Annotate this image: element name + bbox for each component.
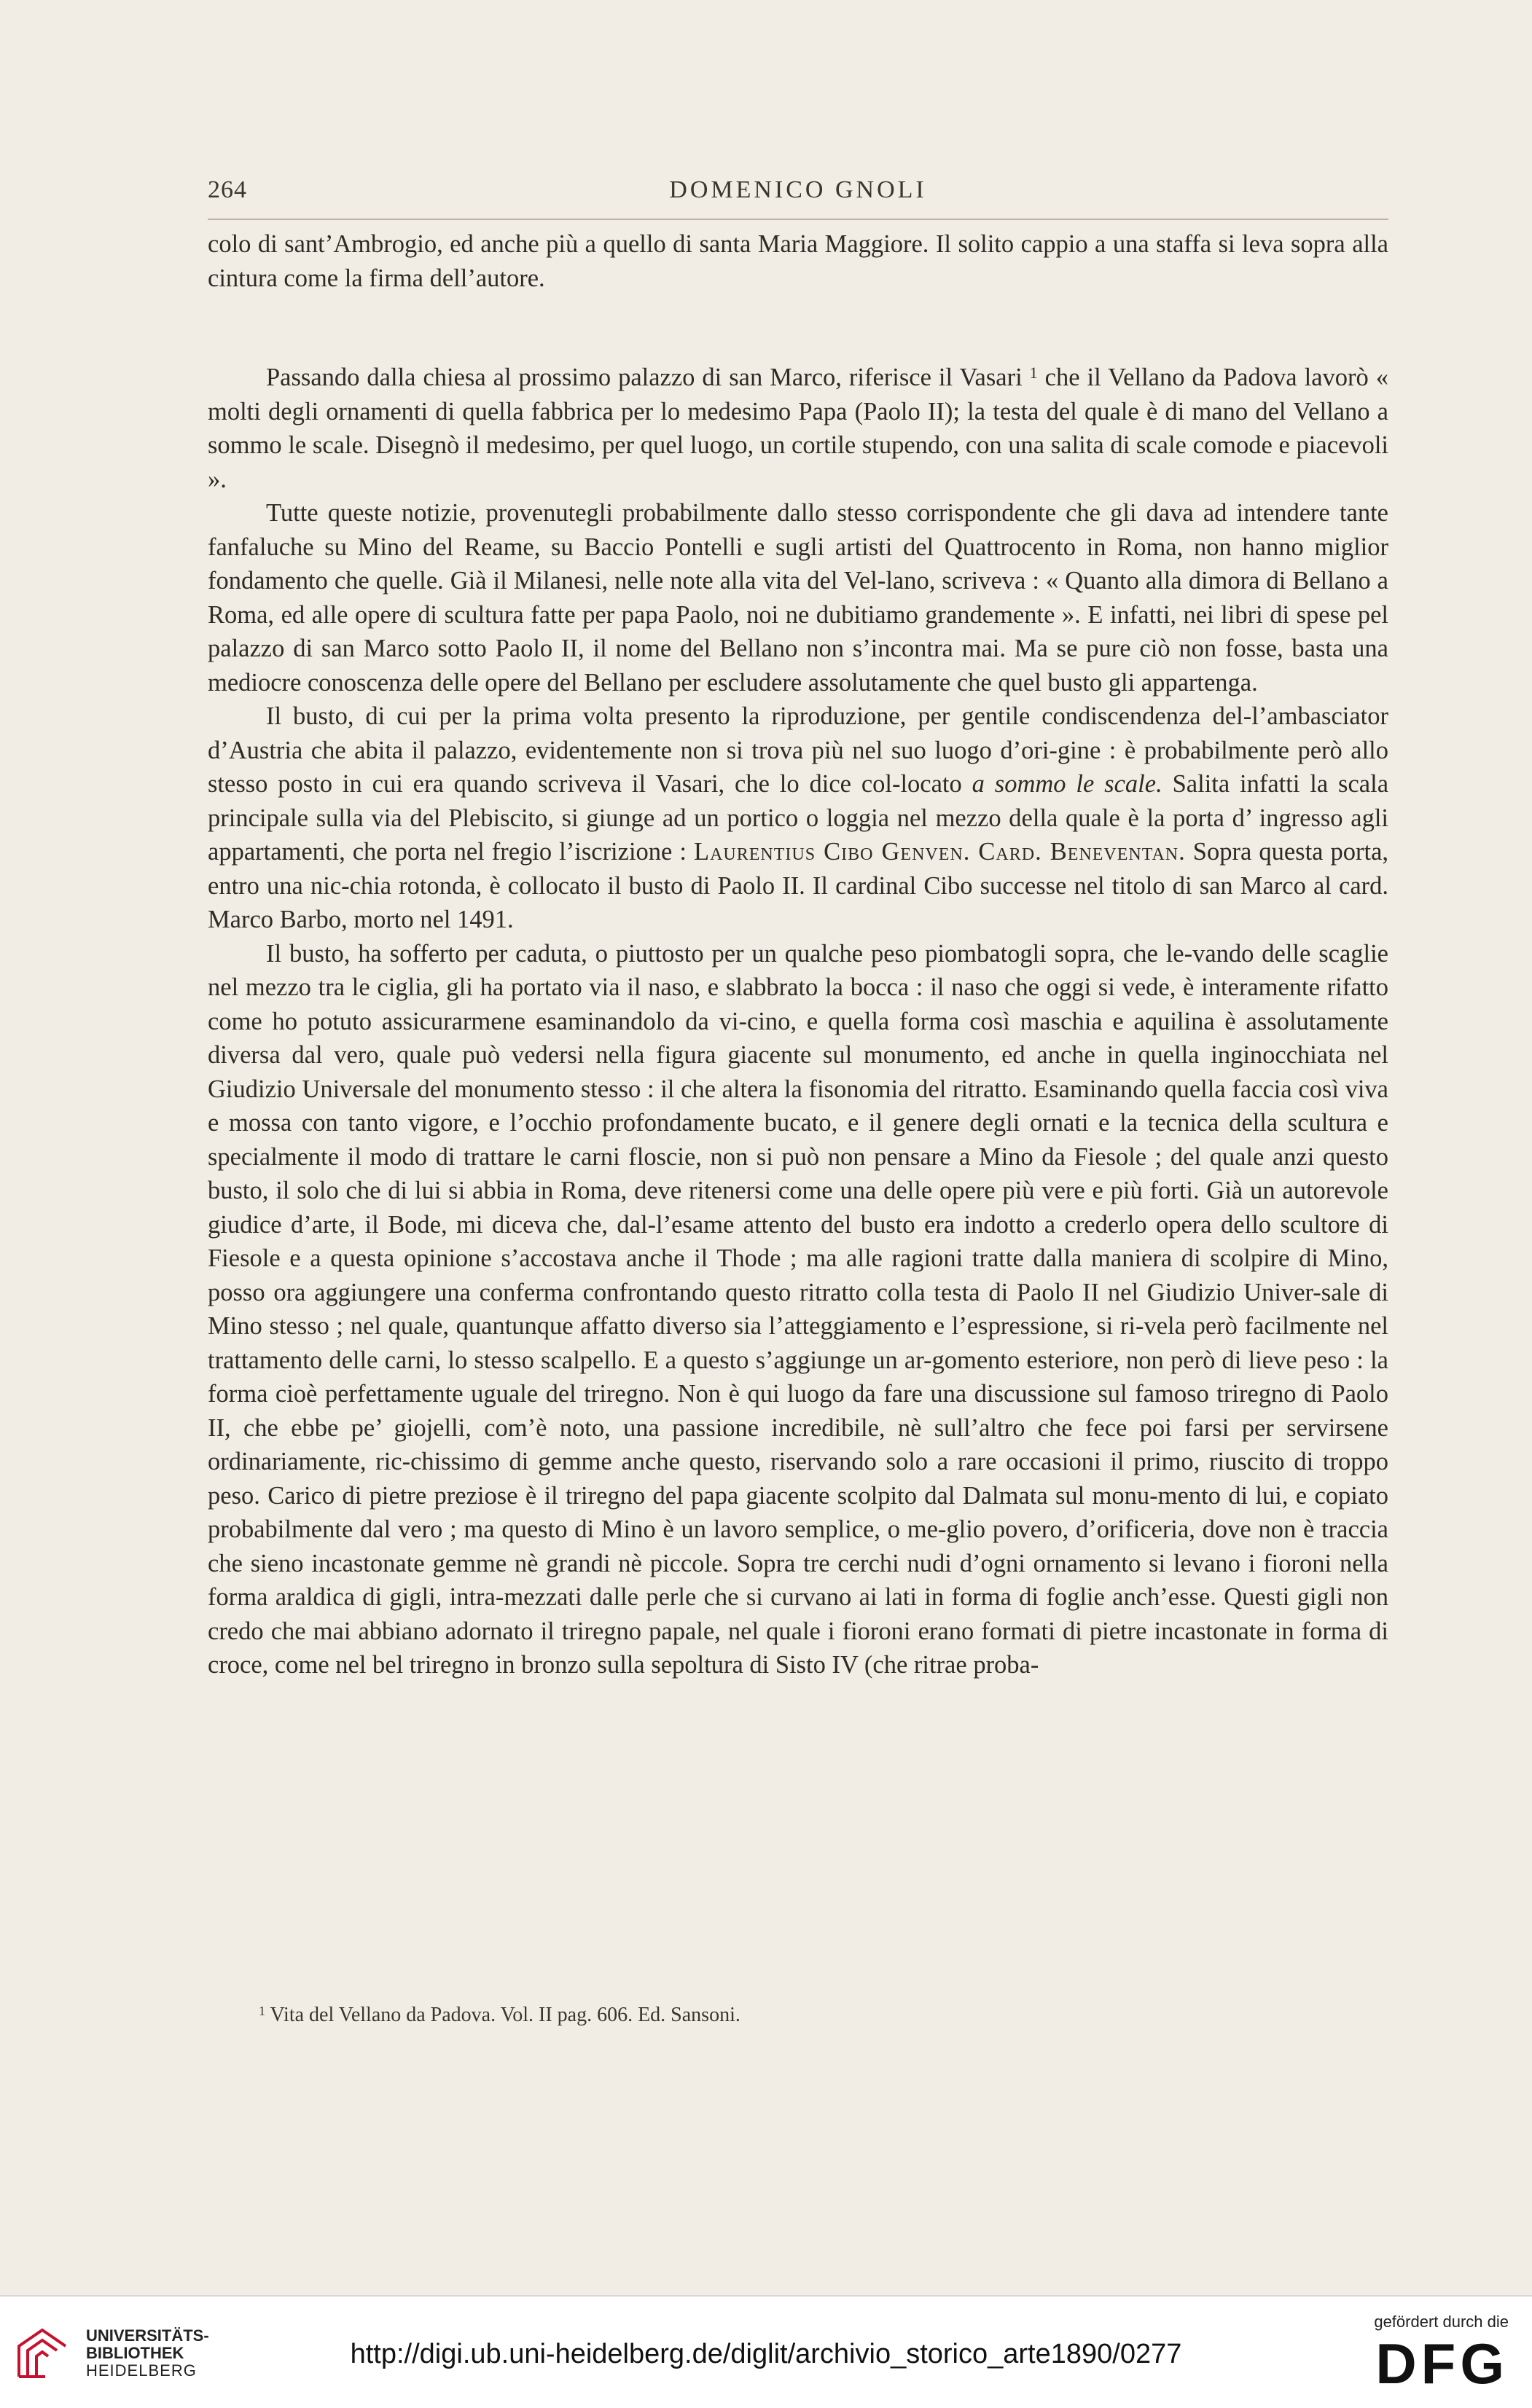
page-header: [208, 169, 1388, 213]
library-name-line-1: UNIVERSITÄTS-: [86, 2326, 209, 2345]
paragraph-4-text-c: Sopra questa porta, entro una nic-chia rotonda, è collocato il busto di Paolo II. Il cardinal Cibo successe nel titolo di san Marco al card. Marco Barbo, morto nel 1491.: [208, 838, 1389, 933]
library-name-line-2: BIBLIOTHEK: [86, 2344, 184, 2362]
footnote: [259, 2002, 1352, 2028]
page-number: 264: [208, 176, 247, 203]
dfg-logo: DFG: [1375, 2331, 1509, 2396]
running-title: DOMENICO GNOLI: [669, 176, 927, 203]
header-rule: [208, 219, 1388, 220]
permalink-url[interactable]: http://digi.ub.uni-heidelberg.de/diglit/archivio_storico_arte1890/0277: [350, 2339, 1182, 2369]
dfg-funding-badge: [1341, 2313, 1509, 2396]
paragraph-5: Il busto, ha sofferto per caduta, o piuttosto per un qualche peso piombatogli sopra, che le-vando delle scaglie nel mezzo tra le ciglia, gli ha portato via il naso, e slabbrato la bocca : il naso che oggi si vede, è interamente rifatto come ho potuto assicurarmene esaminandolo da vi-cino, e quella forma così maschia e aquilina è assolutamente diversa dal vero, quale può vedersi nella figura giacente sul monumento, ed anche in quella inginocchiata nel Giudizio Universale del monumento stesso : il che altera la fisonomia del ritratto. Esaminando quella faccia così viva e mossa con tanto vigore, e l’occhio profondamente bucato, e il genere degli ornati e la tecnica della scultura e specialmente il modo di trattare le carni floscie, non si può non pensare a Mino da Fiesole ; del quale anzi questo busto, il solo che di lui si abbia in Roma, deve ritenersi come una delle opere più vere e più forti. Già un autorevole giudice d’arte, il Bode, mi diceva che, dal-l’esame attento del busto era indotto a crederlo opera dello scultore di Fiesole e a questa opinione s’accostava anche il Thode ; ma alle ragioni tratte dalla maniera di scolpire di Mino, posso ora aggiungere una conferma confrontando questo ritratto colla testa di Paolo II nel Giudizio Univer-sale di Mino stesso ; nel quale, quantunque affatto diverso sia l’atteggiamento e l’espressione, si ri-vela però facilmente nel trattamento delle carni, lo stesso scalpello. E a questo s’aggiunge un ar-gomento esteriore, non però di lieve peso : la forma cioè perfettamente uguale del triregno. Non è qui luogo da fare una discussione sul famoso triregno di Paolo II, che ebbe pe’ giojelli, com’è noto, una passione incredibile, nè sull’altro che fece poi farsi per servirsene ordinariamente, ric-chissimo di gemme anche questo, riservando solo a rare occasioni il primo, riuscito di troppo peso. Carico di pietre preziose è il triregno del papa giacente scolpito dal Dalmata sul monu-mento di lui, e copiato probabilmente dal vero ; ma questo di Mino è un lavoro semplice, o me-glio povero, d’orificeria, dove non è traccia che sieno incastonate gemme nè grandi nè piccole. Sopra tre cerchi nudi d’ogni ornamento si levano i fioroni nella forma araldica di gigli, intra-mezzati dalle perle che si curvano ai lati in forma di foglie anch’esse. Questi gigli non credo che mai abbiano adornato il triregno papale, nel quale i fioroni erano formati di pietre incastonate in forma di croce, come nel bel triregno in bronzo sulla sepoltura di Sisto IV (che ritrae proba-: [208, 939, 1388, 1679]
paragraph-2-text-b: che il Vellano da Padova lavorò « molti degli ornamenti di quella fabbrica per lo medesimo Papa (Paolo II); la testa del quale è di mano del Vellano a sommo le scale. Disegnò il medesimo, per quel luogo, un cortile stupendo, con una salita di scale comode e piacevoli ».: [208, 364, 1388, 493]
body-text: [208, 227, 1388, 1682]
paragraph-4-italic: a sommo le scale.: [972, 770, 1162, 798]
funded-by-text: gefördert durch die: [1374, 2313, 1509, 2331]
paragraph-1: colo di sant’Ambrogio, ed anche più a quello di santa Maria Maggiore. Il solito cappio a una staffa si leva sopra alla cintura come la firma dell’autore.: [208, 230, 1388, 292]
paragraph-4-text-a: Il busto, di cui per la prima volta presento la riproduzione, per gentile condiscendenza del-l’ambasciator d’Austria che abita il palazzo, evidentemente non si trova più nel suo luogo d’ori-gine : è probabilmente però allo stesso posto in cui era quando scriveva il Vasari, che lo dice col-locato: [208, 702, 1388, 798]
viewer-footer: [0, 2295, 1532, 2408]
paragraph-2-text-a: Passando dalla chiesa al prossimo palazzo di san Marco, riferisce il Vasari: [266, 364, 1030, 391]
paragraph-4-text-b: Salita infatti la scala principale sulla via del Plebiscito, si giunge ad un portico o loggia nel mezzo della quale è la porta d’ ingresso agli appartamenti, che porta nel fregio l’iscrizione :: [208, 770, 1389, 866]
footnote-marker: 1: [259, 2004, 265, 2018]
footnote-reference[interactable]: 1: [1029, 364, 1038, 382]
footnote-text: Vita del Vellano da Padova. Vol. II pag. 606. Ed. Sansoni.: [265, 2004, 740, 2026]
library-name-line-3: HEIDELBERG: [86, 2361, 197, 2380]
inscription-text: Laurentius Cibo Genven. Card. Beneventan.: [694, 838, 1186, 866]
paragraph-4: [208, 699, 1388, 937]
paragraph-2: [208, 361, 1388, 496]
paragraph-3: Tutte queste notizie, provenutegli probabilmente dallo stesso corrispondente che gli dava ad intendere tante fanfaluche su Mino del Reame, su Baccio Pontelli e sugli artisti del Quattrocento in Roma, non hanno miglior fondamento che quelle. Già il Milanesi, nelle note alla vita del Vel-lano, scriveva : « Quanto alla dimora di Bellano a Roma, ed alle opere di scultura fatte per papa Paolo, noi ne dubitiamo grandemente ». E infatti, nei libri di spese pel palazzo di san Marco sotto Paolo II, il nome del Bellano non s’incontra mai. Ma se pure ciò non fosse, basta una mediocre conoscenza delle opere del Bellano per escludere assolutamente che quel busto gli appartenga.: [208, 499, 1388, 697]
